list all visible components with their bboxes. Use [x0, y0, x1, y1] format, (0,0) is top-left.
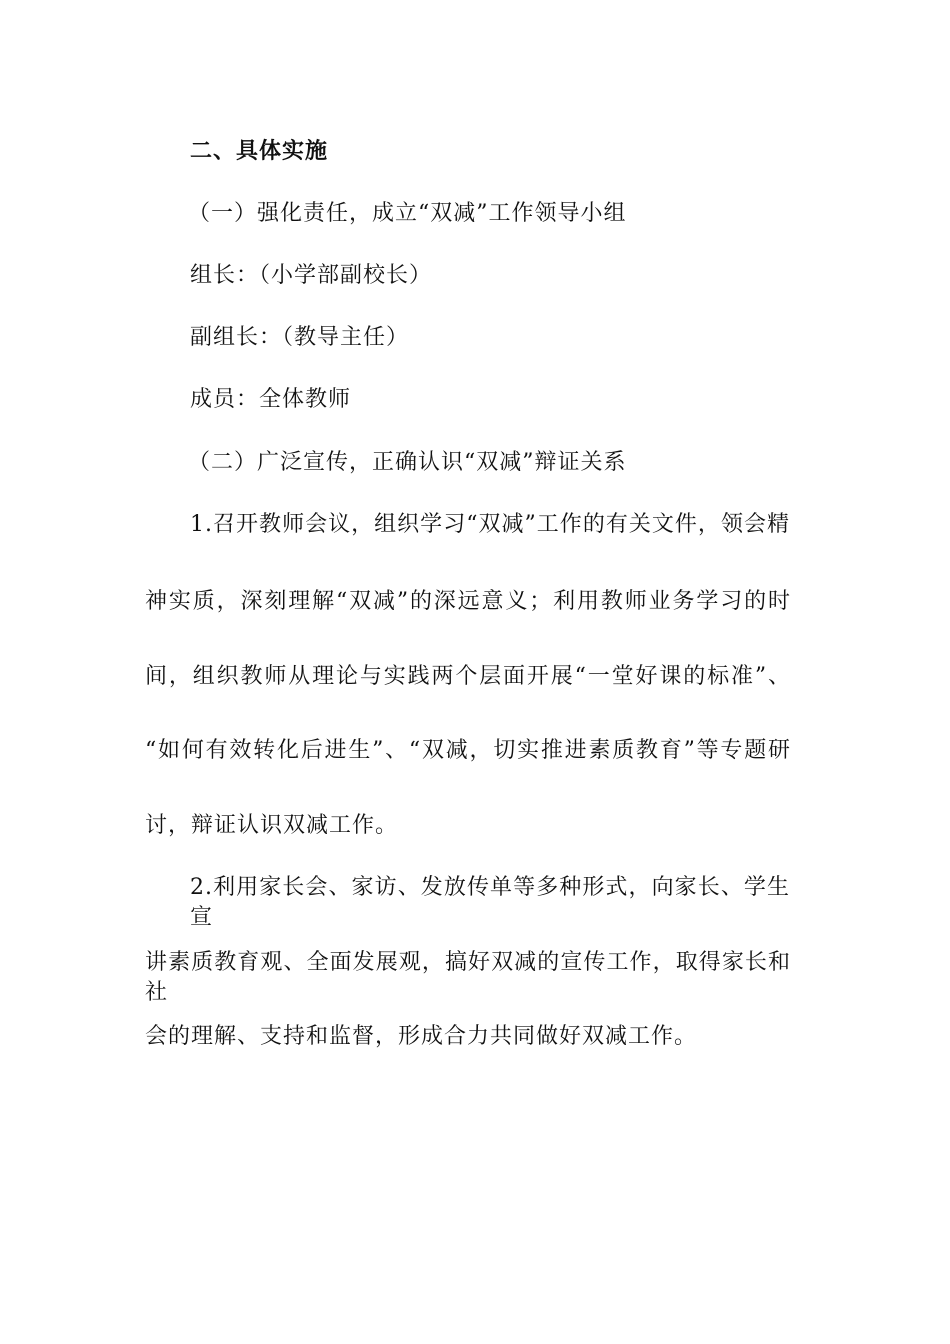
members-line: 成员：全体教师 — [190, 387, 352, 412]
item-2-line: 讲素质教育观、全面发展观，搞好双减的宣传工作，取得家长和社 — [145, 950, 791, 1005]
subsection-2-title: （二）广泛宣传，正确认识“双减”辩证关系 — [188, 450, 627, 475]
item-2-line: 2.利用家长会、家访、发放传单等多种形式，向家长、学生宣 — [190, 875, 790, 930]
item-1-line: 1.召开教师会议，组织学习“双减”工作的有关文件，领会精 — [190, 512, 790, 537]
leader-line: 组长：（小学部副校长） — [190, 263, 433, 288]
item-1-line: 神实质，深刻理解“双减”的深远意义；利用教师业务学习的时 — [145, 589, 791, 614]
item-1-line: 讨，辩证认识双减工作。 — [145, 813, 399, 838]
deputy-leader-line: 副组长：（教导主任） — [190, 325, 410, 350]
subsection-1-title: （一）强化责任，成立“双减”工作领导小组 — [188, 201, 627, 226]
item-1-line: “如何有效转化后进生”、“双减，切实推进素质教育”等专题研 — [145, 738, 791, 763]
section-heading: 二、具体实施 — [190, 139, 329, 164]
item-1-line: 间，组织教师从理论与实践两个层面开展“一堂好课的标准”、 — [145, 664, 791, 689]
item-2-line: 会的理解、支持和监督，形成合力共同做好双减工作。 — [145, 1024, 698, 1049]
